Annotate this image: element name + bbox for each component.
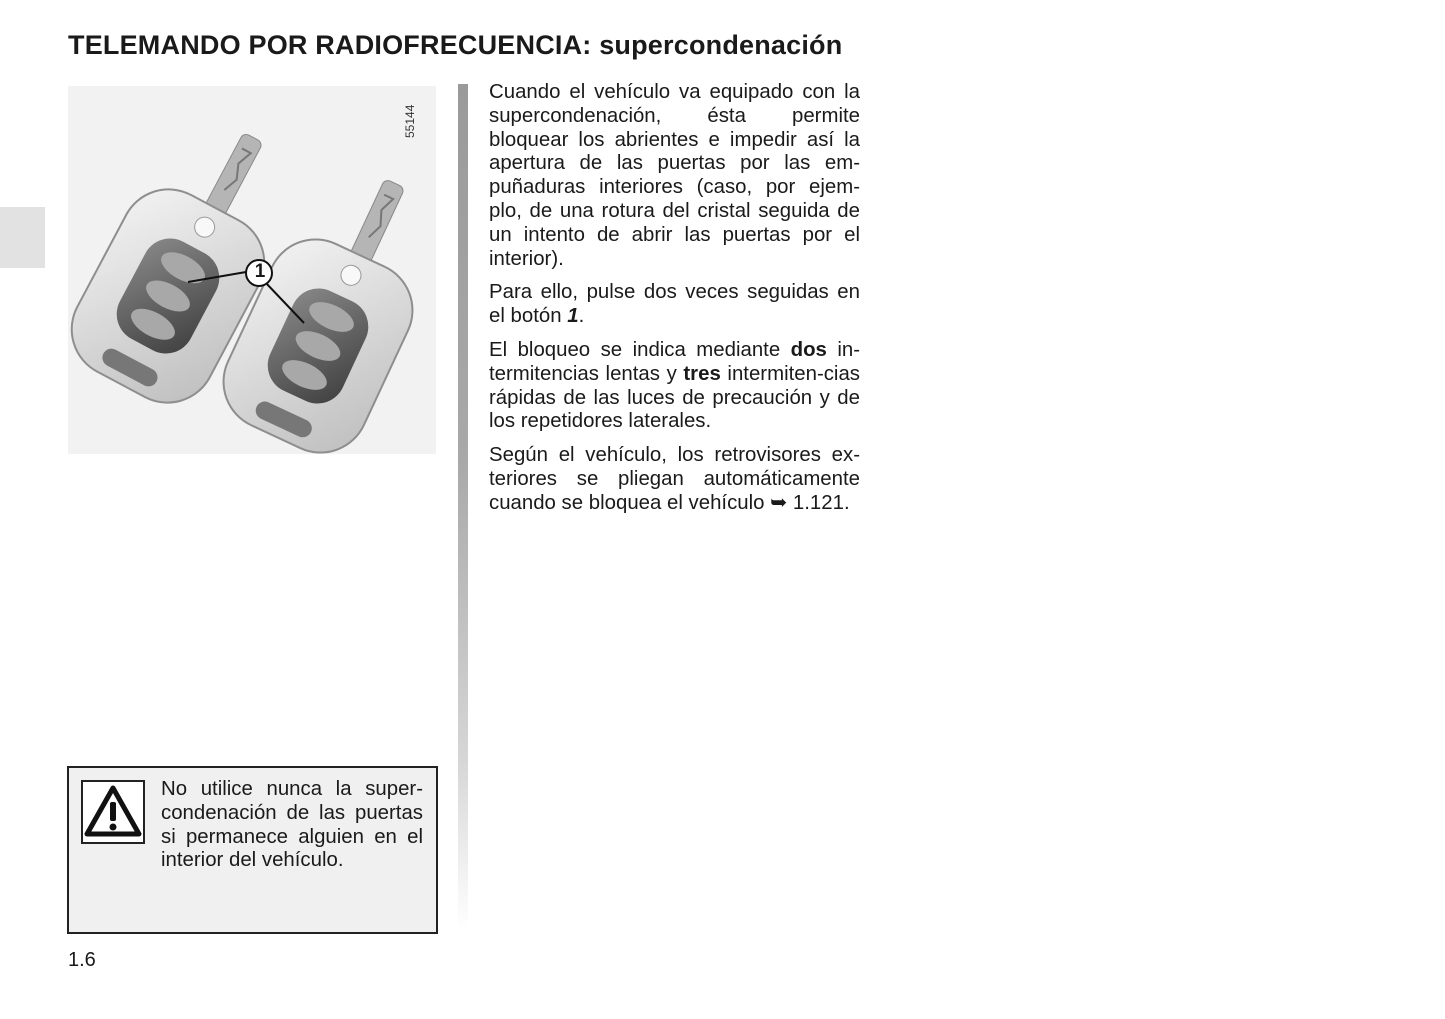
page-number: 1.6 xyxy=(68,949,96,971)
warning-text: No utilice nunca la super-condenación de las puertas si permanece alguien en el interior del vehículo. xyxy=(161,778,423,872)
paragraph-2-text: Para ello, pulse dos veces seguidas en el botón xyxy=(489,281,860,328)
key-fob-illustration xyxy=(68,86,436,454)
paragraph-4 xyxy=(489,444,860,515)
emphasis-tres: tres xyxy=(683,362,721,385)
paragraph-2-end: . xyxy=(578,305,585,328)
paragraph-3-text-2: in-termitencias lentas y xyxy=(489,338,860,385)
callout-label: 1 xyxy=(254,261,266,282)
paragraph-3 xyxy=(489,339,860,434)
paragraph-2 xyxy=(489,281,860,329)
emphasis-dos: dos xyxy=(790,338,827,361)
paragraph-4-text: Según el vehículo, los retrovisores ex-teriores se pliegan automáticamente cuando se bloquea el vehículo xyxy=(489,444,860,514)
button-reference: 1 xyxy=(567,305,579,328)
page-title: TELEMANDO POR RADIOFRECUENCIA: supercondenación xyxy=(68,30,843,60)
warning-box xyxy=(67,766,438,934)
paragraph-3-text-1: El bloqueo se indica mediante xyxy=(489,338,791,361)
arrow-icon: ➥ xyxy=(770,491,788,514)
paragraph-1: Cuando el vehículo va equipado con la supercondenación, ésta permite bloquear los abrientes e impedir así la apertura de las puertas por las em-puñaduras interiores (caso, por ejem-plo, de una rotura del cristal seguida de un intento de abrir las puertas por el interior). xyxy=(489,81,860,270)
figure-code xyxy=(403,96,445,138)
main-text xyxy=(489,81,860,526)
page-reference[interactable]: 1.121. xyxy=(787,491,850,514)
column-divider xyxy=(458,84,468,929)
paragraph-3-text-3: intermiten-cias rápidas de las luces de precaución y de los repetidores laterales. xyxy=(489,362,860,433)
chapter-tab xyxy=(0,207,45,268)
figure-code-text: 55144 xyxy=(403,104,417,138)
warning-triangle-icon xyxy=(81,780,145,844)
